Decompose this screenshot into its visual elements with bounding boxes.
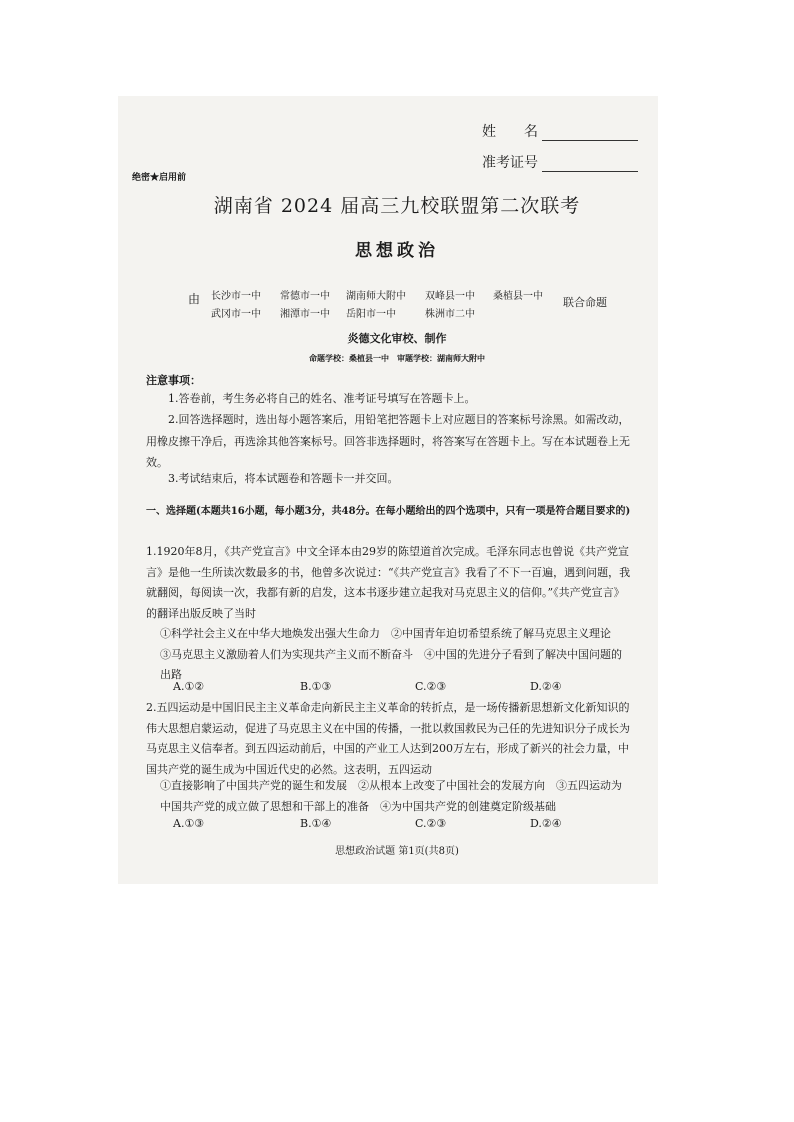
notice-item-3: 3.考试结束后，将本试题卷和答题卡一并交回。 — [168, 472, 399, 485]
school-1-4: 双峰县一中 — [425, 291, 475, 302]
section-heading: 一、选择题(本题共16小题，每小题3分，共48分。在每小题给出的四个选项中，只有一项是符合题目要求的) — [146, 506, 631, 517]
school-1-1: 长沙市一中 — [211, 291, 261, 302]
credits: 命题学校：桑植县一中 审题学校：湖南师大附中 — [309, 353, 485, 363]
joint-label: 联合命题 — [563, 296, 607, 309]
name-field — [482, 121, 638, 141]
school-1-5: 桑植县一中 — [493, 291, 543, 302]
school-1-3: 湖南师大附中 — [346, 291, 406, 302]
id-label: 准考证号 — [482, 155, 538, 171]
name-blank — [542, 128, 638, 141]
subject-title: 思想政治 — [355, 241, 439, 261]
question-1-option-d: D.②④ — [530, 680, 562, 693]
exam-title: 湖南省 2024 届高三九校联盟第二次联考 — [213, 195, 581, 217]
notice-heading: 注意事项： — [146, 374, 201, 387]
question-2-option-b: B.①④ — [300, 817, 332, 830]
question-2-option-c: C.②③ — [415, 817, 447, 830]
question-1-option-b: B.①③ — [300, 680, 332, 693]
question-2-stem: 2.五四运动是中国旧民主主义革命走向新民主主义革命的转折点，是一场传播新思想新文化新知识的伟大思想启蒙运动，促进了马克思主义在中国的传播，一批以救国救民为己任的先进知识分子成长为马克思主义信奉者。到五四运动前后，中国的产业工人达到200万左右，形成了新兴的社会力量，中国共产党的诞生成为中国近代史的必然。这表明，五四运动 — [146, 701, 630, 776]
page-footer: 思想政治试题 第1页(共8页) — [335, 846, 459, 857]
school-2-1: 武冈市一中 — [211, 309, 261, 320]
notice-item-2: 2.回答选择题时，选出每小题答案后，用铅笔把答题卡上对应题目的答案标号涂黑。如需改动，用橡皮擦干净后，再选涂其他答案标号。回答非选择题时，将答案写在答题卡上。写在本试题卷上无效。 — [146, 413, 630, 469]
id-blank — [542, 159, 638, 172]
question-1-option-a: A.①② — [173, 680, 205, 693]
question-1-items: ①科学社会主义在中华大地焕发出强大生命力 ②中国青年迫切希望系统了解马克思主义理论 ③马克思主义激励着人们为实现共产主义而不断奋斗 ④中国的先进分子看到了解决中国问题的出路 — [160, 627, 622, 681]
school-2-2: 湘潭市一中 — [280, 309, 330, 320]
question-2-items: ①直接影响了中国共产党的诞生和发展 ②从根本上改变了中国社会的发展方向 ③五四运动为中国共产党的成立做了思想和干部上的准备 ④为中国共产党的创建奠定阶级基础 — [160, 779, 622, 813]
school-2-4: 株洲市二中 — [425, 309, 475, 320]
question-1-option-c: C.②③ — [415, 680, 447, 693]
producer: 炎德文化审校、制作 — [347, 332, 447, 345]
question-1-stem: 1.1920年8月，《共产党宣言》中文全译本由29岁的陈望道首次完成。毛泽东同志也曾说《共产党宣言》是他一生所读次数最多的书，他曾多次说过：“《共产党宣言》我看了不下一百遍，遇到问题，我就翻阅，每阅读一次，我都有新的启发，这本书逐步建立起我对马克思主义的信仰。”《共产党宣言》的翻译出版反映了当时 — [146, 545, 631, 620]
notice-item-1: 1.答卷前，考生务必将自己的姓名、准考证号填写在答题卡上。 — [168, 392, 476, 405]
name-label: 姓 名 — [482, 124, 538, 140]
organizers-prefix: 由 — [188, 292, 201, 306]
question-2-option-d: D.②④ — [530, 817, 562, 830]
secret-mark: 绝密★启用前 — [132, 173, 187, 183]
question-2-option-a: A.①③ — [173, 817, 205, 830]
id-field — [482, 152, 638, 172]
school-2-3: 岳阳市一中 — [346, 309, 396, 320]
school-1-2: 常德市一中 — [280, 291, 330, 302]
